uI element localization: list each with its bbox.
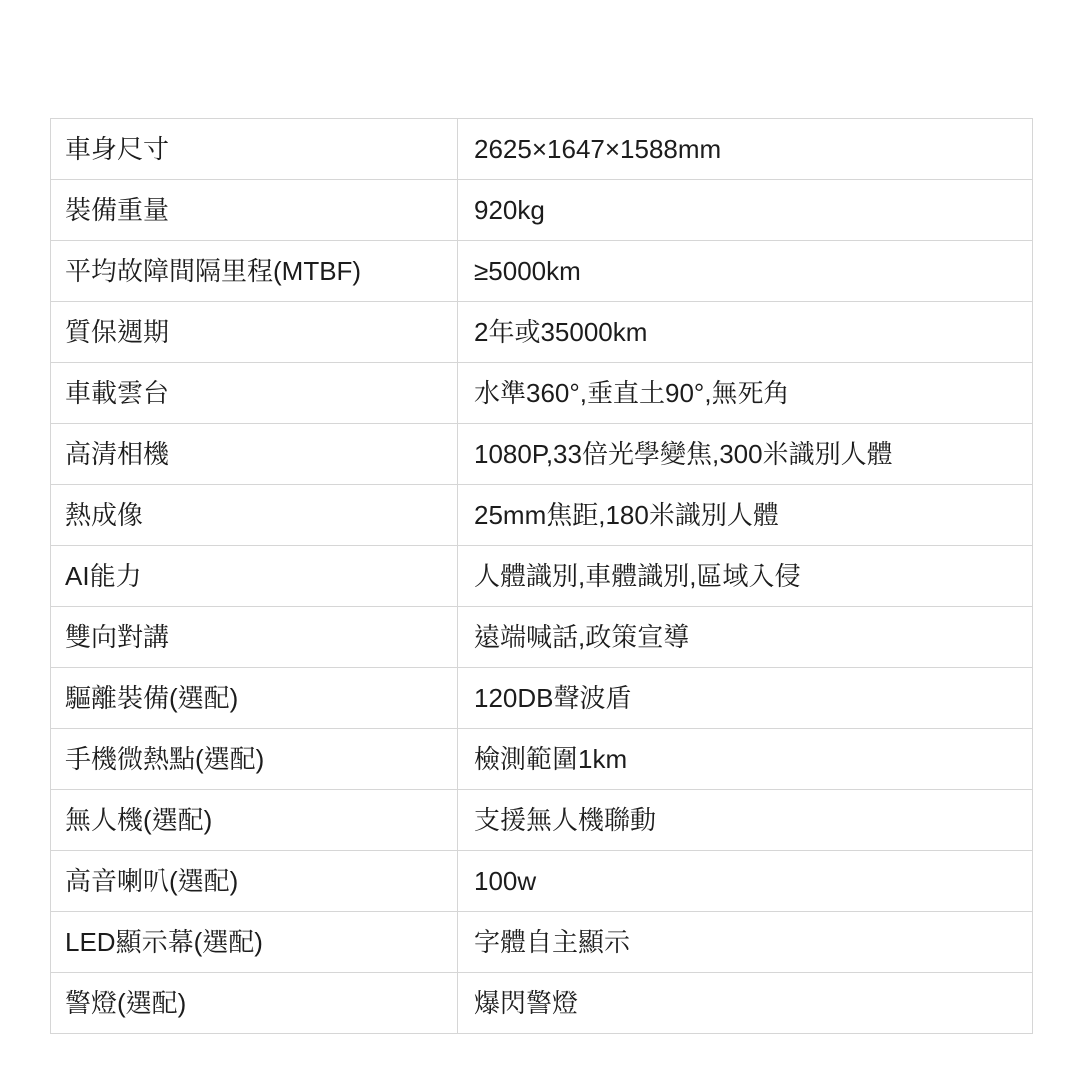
spec-value-cell: 字體自主顯示 <box>458 912 1033 973</box>
spec-value-cell: 920kg <box>458 180 1033 241</box>
spec-label-cell: 無人機(選配) <box>51 790 458 851</box>
spec-value-cell: 遠端喊話,政策宣導 <box>458 607 1033 668</box>
spec-value-cell: 120DB聲波盾 <box>458 668 1033 729</box>
spec-label-cell: 手機微熱點(選配) <box>51 729 458 790</box>
spec-value-cell: 25mm焦距,180米識別人體 <box>458 485 1033 546</box>
spec-label-cell: 驅離裝備(選配) <box>51 668 458 729</box>
table-row <box>51 119 1033 180</box>
table-row <box>51 241 1033 302</box>
spec-label-cell: 高清相機 <box>51 424 458 485</box>
table-row <box>51 424 1033 485</box>
spec-label-cell: 雙向對講 <box>51 607 458 668</box>
spec-label-cell: LED顯示幕(選配) <box>51 912 458 973</box>
spec-label-cell: AI能力 <box>51 546 458 607</box>
spec-value-cell: 1080P,33倍光學變焦,300米識別人體 <box>458 424 1033 485</box>
table-row <box>51 485 1033 546</box>
spec-label-cell: 平均故障間隔里程(MTBF) <box>51 241 458 302</box>
spec-value-cell: 2年或35000km <box>458 302 1033 363</box>
spec-label-cell: 高音喇叭(選配) <box>51 851 458 912</box>
spec-value-cell: 水準360°,垂直土90°,無死角 <box>458 363 1033 424</box>
spec-value-cell: 100w <box>458 851 1033 912</box>
spec-label-cell: 質保週期 <box>51 302 458 363</box>
table-row <box>51 363 1033 424</box>
spec-table-body <box>51 119 1033 1034</box>
spec-label-cell: 車身尺寸 <box>51 119 458 180</box>
spec-label-cell: 車載雲台 <box>51 363 458 424</box>
table-row <box>51 790 1033 851</box>
table-row <box>51 851 1033 912</box>
table-row <box>51 912 1033 973</box>
table-row <box>51 668 1033 729</box>
spec-label-cell: 警燈(選配) <box>51 973 458 1034</box>
spec-value-cell: 爆閃警燈 <box>458 973 1033 1034</box>
table-row <box>51 607 1033 668</box>
spec-table-container <box>50 118 1032 1034</box>
table-row <box>51 729 1033 790</box>
specification-table <box>50 118 1033 1034</box>
table-row <box>51 180 1033 241</box>
spec-value-cell: 支援無人機聯動 <box>458 790 1033 851</box>
table-row <box>51 973 1033 1034</box>
spec-label-cell: 熱成像 <box>51 485 458 546</box>
table-row <box>51 546 1033 607</box>
spec-value-cell: ≥5000km <box>458 241 1033 302</box>
table-row <box>51 302 1033 363</box>
spec-label-cell: 裝備重量 <box>51 180 458 241</box>
spec-value-cell: 人體識別,車體識別,區域入侵 <box>458 546 1033 607</box>
spec-value-cell: 2625×1647×1588mm <box>458 119 1033 180</box>
spec-value-cell: 檢測範圍1km <box>458 729 1033 790</box>
